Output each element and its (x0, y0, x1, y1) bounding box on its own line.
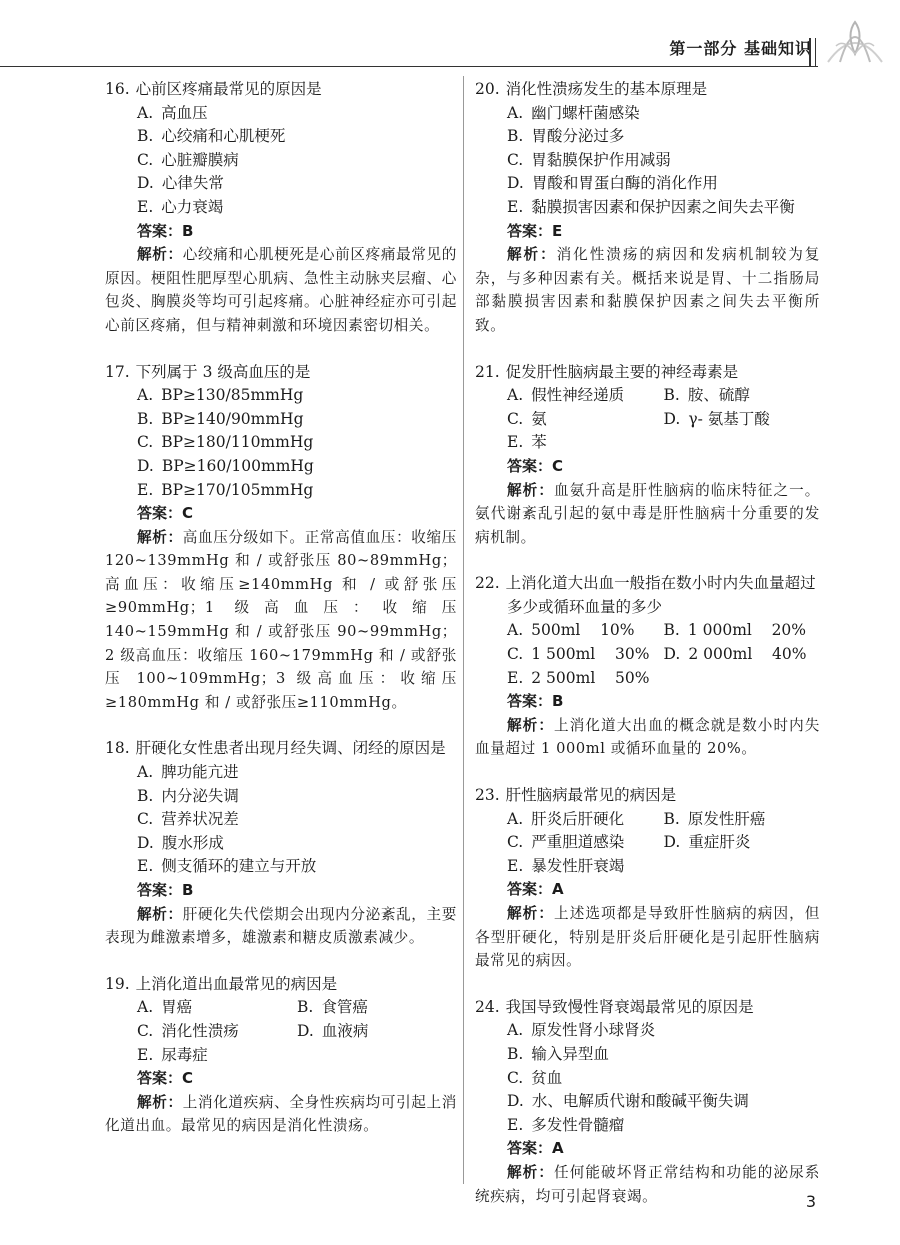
question-17 (105, 361, 457, 715)
option-b: B. 胃酸分泌过多 (507, 127, 625, 146)
option-row (475, 431, 820, 455)
question-21 (475, 361, 820, 550)
question-stem: 19. 上消化道出血最常见的病因是 (105, 974, 338, 993)
option-d: D. 水、电解质代谢和酸碱平衡失调 (507, 1092, 749, 1111)
option-b: B. 心绞痛和心肌梗死 (137, 127, 286, 146)
option-c: C. 营养状况差 (137, 810, 239, 829)
option-b: B. BP≥140/90mmHg (137, 409, 304, 428)
lotus-logo-icon (818, 4, 892, 66)
option-a: A. 500ml 10% (507, 621, 635, 640)
option-b: B. 胺、硫醇 (663, 386, 750, 405)
question-stem: 16. 心前区疼痛最常见的原因是 (105, 80, 322, 98)
analysis: 解析：血氨升高是肝性脑病的临床特征之一。氨代谢紊乱引起的氨中毒是肝性脑病十分重要的发病机制。 (475, 481, 820, 546)
question-18 (105, 737, 457, 949)
option-d: D. 胃酸和胃蛋白酶的消化作用 (507, 174, 718, 193)
option-c: C. 严重胆道感染 (507, 833, 625, 852)
option-a: A. BP≥130/85mmHg (137, 386, 304, 405)
question-stem: 20. 消化性溃疡发生的基本原理是 (475, 80, 708, 98)
option-d: D. γ- 氨基丁酸 (663, 409, 770, 428)
option-a: A. 高血压 (137, 103, 208, 122)
answer: 答案：A (507, 1139, 564, 1158)
option-row (105, 1020, 457, 1044)
page-number: 3 (805, 1192, 816, 1211)
option-d: D. 2 000ml 40% (663, 645, 807, 664)
answer: 答案：B (137, 221, 194, 240)
answer: 答案：C (137, 1069, 194, 1088)
answer: 答案：E (507, 221, 563, 240)
option-a: A. 幽门螺杆菌感染 (507, 103, 640, 122)
option-row (475, 855, 820, 879)
option-c: C. 消化性溃疡 (137, 1021, 239, 1040)
option-b: B. 输入异型血 (507, 1044, 609, 1063)
option-b: B. 食管癌 (297, 998, 368, 1017)
analysis: 解析：上消化道大出血的概念就是数小时内失血量超过 1 000ml 或循环血量的 20%。 (475, 716, 820, 758)
option-b: B. 1 000ml 20% (663, 621, 807, 640)
option-d: D. BP≥160/100mmHg (137, 456, 314, 475)
option-row (475, 619, 820, 643)
option-c: C. 1 500ml 30% (507, 645, 650, 664)
question-16 (105, 78, 457, 338)
option-c: C. 胃黏膜保护作用减弱 (507, 150, 671, 169)
header-divider (809, 38, 816, 66)
option-row (475, 643, 820, 667)
option-row (105, 1044, 457, 1068)
option-d: D. 腹水形成 (137, 833, 224, 852)
analysis: 解析：高血压分级如下。正常高值血压：收缩压 120~139mmHg 和 / 或舒张压 80~89mmHg；高血压：收缩压≥140mmHg 和 / 或舒张压≥90mmHg；1 级高血压：收缩压 140~159mmHg 和 / 或舒张压 90~99mmHg；2 级高血压：收缩压 160~179mmHg 和 / 或舒张压 100~109mmHg；3 级高血压：收缩压≥180mmHg 和 / 或舒张压≥110mmHg。 (105, 528, 457, 711)
analysis: 解析：心绞痛和心肌梗死是心前区疼痛最常见的原因。梗阻性肥厚型心肌病、急性主动脉夹层瘤、心包炎、胸膜炎等均可引起疼痛。心脏神经症亦可引起心前区疼痛，但与精神刺激和环境因素密切相关。 (105, 246, 457, 334)
option-a: A. 原发性肾小球肾炎 (507, 1021, 656, 1040)
option-d: D. 心律失常 (137, 174, 224, 193)
option-e: E. BP≥170/105mmHg (137, 480, 314, 499)
question-stem: 17. 下列属于 3 级高血压的是 (105, 362, 311, 381)
question-stem: 18. 肝硬化女性患者出现月经失调、闭经的原因是 (105, 739, 446, 758)
option-e: E. 2 500ml 50% (507, 668, 650, 687)
option-a: A. 肝炎后肝硬化 (507, 809, 625, 828)
answer: 答案：C (137, 504, 194, 523)
analysis: 解析：上消化道疾病、全身性疾病均可引起上消化道出血。最常见的病因是消化性溃疡。 (105, 1093, 457, 1135)
column-divider (463, 76, 464, 1184)
option-b: B. 原发性肝癌 (663, 809, 766, 828)
option-c: C. 氨 (507, 409, 547, 428)
option-c: C. BP≥180/110mmHg (137, 433, 314, 452)
page-header (0, 0, 900, 70)
option-b: B. 内分泌失调 (137, 786, 239, 805)
question-20 (475, 78, 820, 338)
option-d: D. 重症肝炎 (663, 833, 751, 852)
option-e: E. 心力衰竭 (137, 197, 224, 216)
answer: 答案：A (507, 880, 564, 899)
right-column (475, 78, 820, 1231)
header-rule (0, 66, 818, 67)
question-stem: 22. 上消化道大出血一般指在数小时内失血量超过多少或循环血量的多少 (475, 574, 816, 616)
option-e: E. 苯 (507, 433, 547, 452)
answer: 答案：C (507, 456, 564, 475)
option-a: A. 胃癌 (137, 998, 193, 1017)
option-row (475, 831, 820, 855)
option-row (105, 996, 457, 1020)
option-c: C. 心脏瓣膜病 (137, 150, 239, 169)
option-d: D. 血液病 (297, 1021, 369, 1040)
option-row (475, 408, 820, 432)
option-a: A. 假性神经递质 (507, 386, 625, 405)
option-e: E. 尿毒症 (137, 1045, 208, 1064)
question-stem: 24. 我国导致慢性肾衰竭最常见的原因是 (475, 997, 754, 1016)
question-stem: 21. 促发肝性脑病最主要的神经毒素是 (475, 362, 739, 381)
option-a: A. 脾功能亢进 (137, 763, 239, 782)
option-row (475, 808, 820, 832)
question-22 (475, 572, 820, 761)
question-24 (475, 996, 820, 1208)
analysis: 解析：上述选项都是导致肝性脑病的病因，但各型肝硬化，特别是肝炎后肝硬化是引起肝性脑病最常见的病因。 (475, 905, 820, 970)
option-e: E. 侧支循环的建立与开放 (137, 857, 317, 876)
option-row (475, 667, 820, 691)
option-e: E. 暴发性肝衰竭 (507, 856, 625, 875)
question-23 (475, 784, 820, 973)
analysis: 解析：任何能破坏肾正常结构和功能的泌尿系统疾病，均可引起肾衰竭。 (475, 1163, 820, 1205)
analysis: 解析：肝硬化失代偿期会出现内分泌紊乱，主要表现为雌激素增多，雄激素和糖皮质激素减少。 (105, 905, 457, 947)
analysis: 解析：消化性溃疡的病因和发病机制较为复杂，与多种因素有关。概括来说是胃、十二指肠局部黏膜损害因素和黏膜保护因素之间失去平衡所致。 (475, 246, 820, 334)
left-column (105, 78, 457, 1161)
answer: 答案：B (137, 881, 194, 899)
question-19 (105, 973, 457, 1138)
answer: 答案：B (507, 692, 564, 711)
option-e: E. 黏膜损害因素和保护因素之间失去平衡 (507, 197, 795, 216)
section-title: 第一部分 基础知识 (669, 39, 812, 58)
option-row (475, 384, 820, 408)
question-stem: 23. 肝性脑病最常见的病因是 (475, 786, 677, 805)
option-e: E. 多发性骨髓瘤 (507, 1115, 625, 1134)
option-c: C. 贫血 (507, 1068, 563, 1087)
